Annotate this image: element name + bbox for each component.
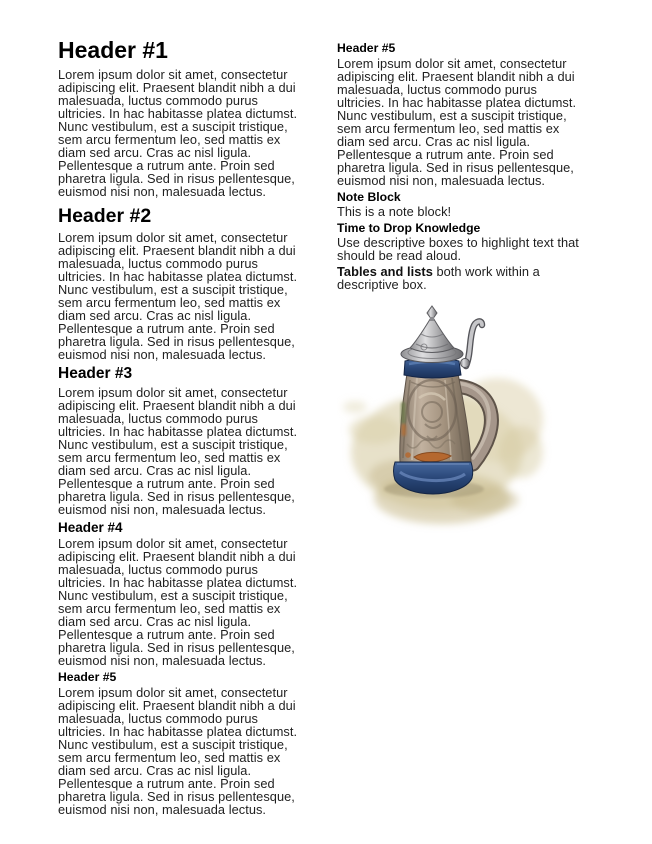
paragraph: Lorem ipsum dolor sit amet, consectetur adipiscing elit. Praesent blandit nibh a dui malesuada, luctus commodo purus ultricies. In hac habitasse platea dictumst. Nunc vestibulum, est a suscipit tristique, sem arcu fermentum leo, sed mattis ex diam sed arcu. Cras ac nisl ligula. Pellentesque a rutrum ante. Proin sed pharetra ligula. Sed in risus pellentesque, euismod nisi non, malesuada lectus. <box>58 66 298 199</box>
stein-thumb-lever <box>461 322 483 368</box>
knowledge-block <box>337 221 588 291</box>
paragraph: Lorem ipsum dolor sit amet, consectetur adipiscing elit. Praesent blandit nibh a dui malesuada, luctus commodo purus ultricies. In hac habitasse platea dictumst. Nunc vestibulum, est a suscipit tristique, sem arcu fermentum leo, sed mattis ex diam sed arcu. Cras ac nisl ligula. Pellentesque a rutrum ante. Proin sed pharetra ligula. Sed in risus pellentesque, euismod nisi non, malesuada lectus. <box>337 56 577 189</box>
note-block <box>337 190 588 218</box>
section-header-2 <box>58 206 309 361</box>
two-column-layout <box>58 38 588 819</box>
left-column <box>58 38 309 819</box>
heading-3: Header #3 <box>58 364 133 382</box>
knowledge-after-bold: both work within a descriptive box. <box>337 264 540 293</box>
stein-lid <box>401 306 463 363</box>
knowledge-text: Use descriptive boxes to highlight text that should be read aloud. <box>337 235 579 264</box>
section-header-3 <box>58 366 309 516</box>
paragraph: Lorem ipsum dolor sit amet, consectetur adipiscing elit. Praesent blandit nibh a dui malesuada, luctus commodo purus ultricies. In hac habitasse platea dictumst. Nunc vestibulum, est a suscipit tristique, sem arcu fermentum leo, sed mattis ex diam sed arcu. Cras ac nisl ligula. Pellentesque a rutrum ante. Proin sed pharetra ligula. Sed in risus pellentesque, euismod nisi non, malesuada lectus. <box>58 536 298 669</box>
note-block-label: Note Block <box>337 190 401 205</box>
paragraph: Lorem ipsum dolor sit amet, consectetur adipiscing elit. Praesent blandit nibh a dui malesuada, luctus commodo purus ultricies. In hac habitasse platea dictumst. Nunc vestibulum, est a suscipit tristique, sem arcu fermentum leo, sed mattis ex diam sed arcu. Cras ac nisl ligula. Pellentesque a rutrum ante. Proin sed pharetra ligula. Sed in risus pellentesque, euismod nisi non, malesuada lectus. <box>58 685 298 818</box>
section-header-5-right <box>337 42 588 187</box>
heading-5: Header #5 <box>337 41 396 55</box>
stein-body <box>400 374 471 462</box>
section-header-1 <box>58 38 309 198</box>
heading-1: Header #1 <box>58 37 168 63</box>
right-column <box>337 38 588 819</box>
heading-2: Header #2 <box>58 204 152 227</box>
knowledge-bold-lead: Tables and lists <box>337 264 433 280</box>
beer-stein-svg <box>337 304 588 536</box>
beer-stein-illustration <box>337 304 588 536</box>
note-block-text: This is a note block! <box>337 204 452 220</box>
section-header-4 <box>58 521 309 668</box>
paragraph: Lorem ipsum dolor sit amet, consectetur adipiscing elit. Praesent blandit nibh a dui malesuada, luctus commodo purus ultricies. In hac habitasse platea dictumst. Nunc vestibulum, est a suscipit tristique, sem arcu fermentum leo, sed mattis ex diam sed arcu. Cras ac nisl ligula. Pellentesque a rutrum ante. Proin sed pharetra ligula. Sed in risus pellentesque, euismod nisi non, malesuada lectus. <box>58 384 298 517</box>
heading-5: Header #5 <box>58 670 117 685</box>
section-header-5-left <box>58 671 309 816</box>
knowledge-text-2 <box>337 265 588 291</box>
knowledge-label: Time to Drop Knowledge <box>337 221 481 236</box>
paragraph: Lorem ipsum dolor sit amet, consectetur adipiscing elit. Praesent blandit nibh a dui malesuada, luctus commodo purus ultricies. In hac habitasse platea dictumst. Nunc vestibulum, est a suscipit tristique, sem arcu fermentum leo, sed mattis ex diam sed arcu. Cras ac nisl ligula. Pellentesque a rutrum ante. Proin sed pharetra ligula. Sed in risus pellentesque, euismod nisi non, malesuada lectus. <box>58 229 298 362</box>
heading-4: Header #4 <box>58 519 123 535</box>
